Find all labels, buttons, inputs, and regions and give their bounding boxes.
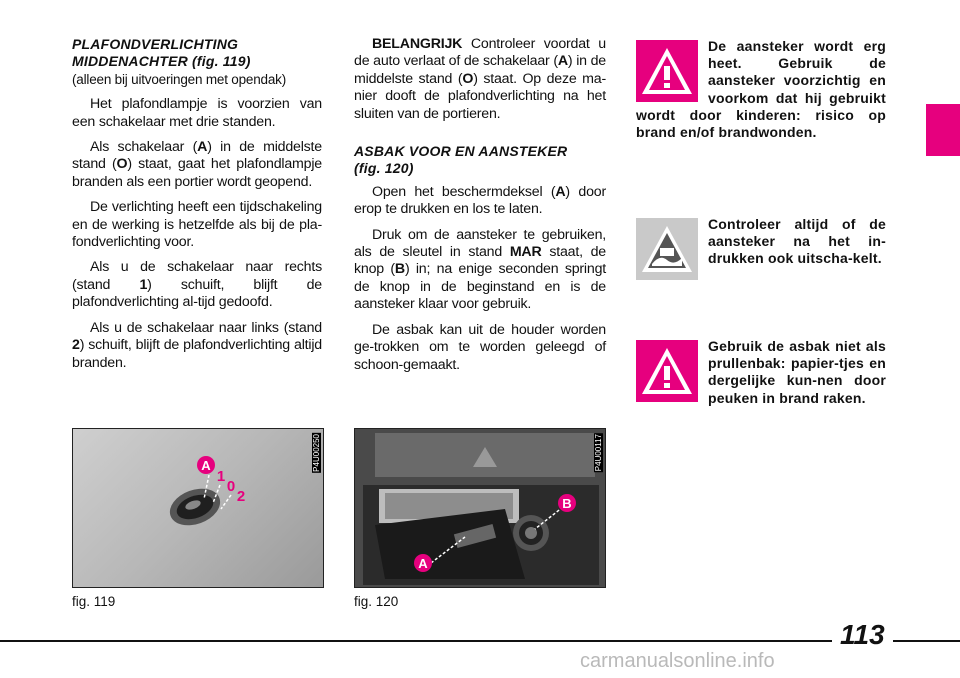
callout-label-0: 0 (226, 478, 236, 495)
warning-triangle-icon (636, 40, 698, 102)
paragraph: Als u de schakelaar naar links (stand 2) schuift, blijft de plafondverlichting altijd branden. (72, 319, 322, 371)
figure-code: P4U00117 (594, 434, 603, 472)
watermark: carmanualsonline.info (580, 650, 775, 672)
paragraph: Open het beschermdeksel (A) door erop te drukken en los te laten. (354, 183, 606, 218)
section-heading-ashtray: ASBAK VOOR EN AANSTEKER (354, 143, 568, 160)
paragraph: Het plafondlampje is voorzien van een schakelaar met drie standen. (72, 96, 322, 130)
section-heading-ref: (fig. 120) (354, 160, 414, 177)
section-subtitle: (alleen bij uitvoeringen met opendak) (72, 71, 286, 87)
warning-lighter-switch-off: Controleer altijd of de aansteker na het in-drukken ook uitscha-kelt. (636, 216, 886, 282)
paragraph: Als schakelaar (A) in de middelste stand (O) staat, gaat het plafondlampje branden als een portier wordt geopend. (72, 139, 322, 190)
footer-rule (0, 640, 960, 642)
column-left (72, 36, 322, 380)
warning-lighter-hot: De aansteker wordt erg heet. Gebruik de aansteker voorzichtig en voorkom dat hij gebruikt wordt door kinderen: risico op brand en/of brandwonden. (636, 38, 886, 141)
paragraph: Als u de schakelaar naar rechts (stand 1) schuift, blijft de plafondverlichting al-tijd gedoofd. (72, 259, 322, 311)
paragraph: De verlichting heeft een tijdschakeling en de werking is hetzelfde als bij de pla-fondverlichting voor. (72, 199, 322, 251)
callout-label-b: B (562, 496, 572, 511)
important-label: BELANGRIJK (372, 36, 463, 52)
callout-label-1: 1 (216, 468, 226, 485)
callout-label-2: 2 (236, 488, 246, 505)
section-heading-ceiling-light: PLAFONDVERLICHTING MIDDENACHTER (fig. 119) (72, 36, 251, 70)
callout-label-a: A (418, 556, 428, 571)
environment-caution-icon (636, 218, 698, 280)
column-middle (354, 36, 606, 382)
warning-ashtray-not-bin: Gebruik de asbak niet als prullenbak: papier-tjes en dergelijke kun-nen door peuken in brand raken. (636, 338, 886, 407)
figure-120-ashtray-photo (354, 428, 606, 588)
paragraph: De asbak kan uit de houder worden ge-trokken om te worden geleegd of schoon-gemaakt. (354, 321, 606, 373)
figure-caption: fig. 120 (354, 594, 399, 609)
figure-caption: fig. 119 (72, 594, 116, 609)
figure-code: P4U00250 (312, 434, 321, 472)
figure-119-ceiling-light-photo (72, 428, 324, 588)
callout-label-a: A (201, 458, 211, 473)
page-number: 113 (832, 620, 893, 650)
paragraph: Druk om de aansteker te gebruiken, als de sleutel in stand MAR staat, de knop (B) in; na enige seconden springt de knop in de beginstand en is de aansteker klaar voor gebruik. (354, 226, 607, 313)
warning-triangle-icon (636, 340, 698, 402)
chapter-tab-marker (926, 104, 960, 156)
important-note: BELANGRIJK Controleer voordat u de auto verlaat of de schakelaar (A) in de middelste stand (O) staat. Op deze ma-nier dooft de plafondverlichting na het sluiten van de portieren. (354, 36, 606, 122)
